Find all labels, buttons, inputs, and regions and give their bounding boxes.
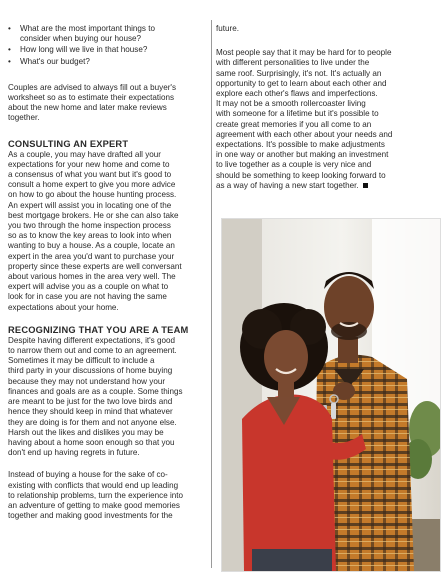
continuation-text: future. — [216, 24, 239, 33]
left-column — [8, 24, 208, 521]
intro-paragraph: Couples are advised to always fill out a buyer's worksheet so as to estimate their expectations about the new home and later make reviews together. — [8, 82, 177, 123]
question-list — [8, 24, 208, 67]
right-column — [216, 24, 434, 191]
body-paragraph — [216, 48, 434, 191]
column-divider — [211, 20, 212, 568]
list-item: • What's our budget? — [8, 57, 208, 67]
closing-paragraph: Instead of buying a house for the sake of co- existing with conflicts that would end up leading to relationship problems, turn the experience into an adventure of getting to make good memories together and making good investments for the — [8, 470, 184, 521]
list-item: • How long will we live in that house? — [8, 45, 208, 55]
list-item: • What are the most important things to consider when buying our house? — [8, 24, 208, 44]
couple-photo — [221, 218, 441, 572]
body-paragraph-text: Most people say that it may be hard for to people with different personalities to live under the same roof. Surprisingly, it's not. It's actually an opportunity to get to learn about each other and explore each other's flaws and imperfections. It may not be a smooth rollercoaster living with someone for a lifetime but it's possible to create great memories if you all come to an agreement with each other about your needs and expectations. It's possible to make adjustments in one way or another but making an investment to live together as a couple is very nice and should be something to keep looking forward to as a way of having a new start together. — [216, 48, 393, 190]
section-heading-consulting: CONSULTING AN EXPERT — [8, 138, 129, 149]
end-of-article-mark — [363, 183, 368, 188]
section-heading-team: RECOGNIZING THAT YOU ARE A TEAM — [8, 324, 189, 335]
section-paragraph-consulting: As a couple, you may have drafted all your expectations for your new home and come to a consensus of what you want but it's good to consult a home expert to give you more advice on how to go about the house hunting process. An expert will assist you in locating one of the best mortgage brokers. He or she can also take you two through the home inspection process so as to know the key areas to look into when wanting to buy a house. As a couple, locate an expert in the area you'd want to purchase your property since these experts are well conversant about various homes in the area very well. The expert will advise you as a couple on what to look for in case you are not having the same expectations about your home. — [8, 149, 182, 312]
couple-holding-keys-photo-icon — [222, 219, 440, 571]
section-paragraph-team: Despite having different expectations, it's good to narrow them out and come to an agreement. Sometimes it may be difficult to include a third party in your discussions of home buying because they may not understand how your finances and goals are as a couple. Some things are meant to be just for the two love birds and hence they should keep in mind that whatever they are doing is for them and not anyone else. Harsh out the likes and dislikes you may be having about a home soon enough so that you don't end up having regrets in future. — [8, 335, 183, 458]
